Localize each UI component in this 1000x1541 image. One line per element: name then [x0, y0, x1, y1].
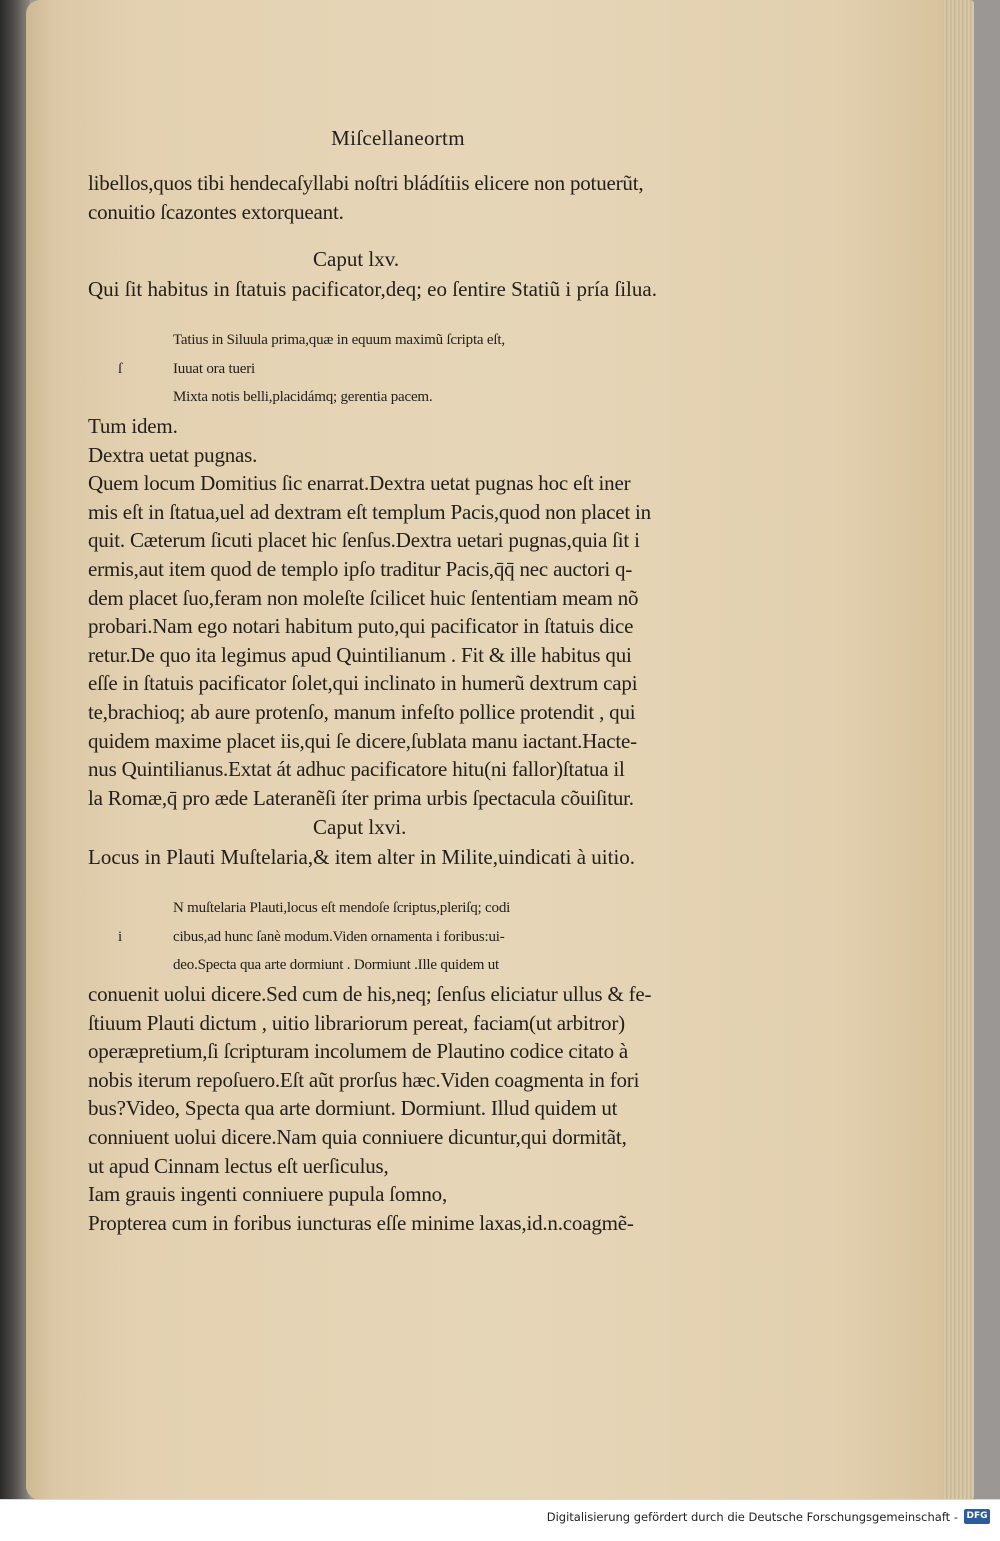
- text-line: retur.De quo ita legimus apud Quintilianum . Fit & ille habitus qui: [88, 642, 632, 667]
- chapter-title: Qui ſit habitus in ſtatuis pacificator,deq; eo ſentire Statiũ i pría ſilua.: [88, 277, 657, 302]
- text-line: conuitio ſcazontes extorqueant.: [88, 199, 344, 224]
- text-line: Dextra uetat pugnas.: [88, 442, 258, 467]
- text-line: ermis,aut item quod de templo ipſo traditur Pacis,q̄q̄ nec auctori q-: [88, 556, 633, 581]
- text-line: te,brachioq; ab aure protenſo, manum infeſto pollice protendit , qui: [88, 699, 636, 724]
- text-line: Tum idem.: [88, 413, 178, 438]
- text-line: bus?Video, Specta qua arte dormiunt. Dormiunt. Illud quidem ut: [88, 1096, 618, 1121]
- page-fore-edge: [944, 0, 974, 1500]
- text-line: nus Quintilianus.Extat át adhuc pacificatore hitu(ni fallor)ſtatua il: [88, 757, 625, 782]
- guide-letter: i: [118, 928, 122, 945]
- text-line: libellos,quos tibi hendecaſyllabi noſtri bládítiis elicere non potuerũt,: [88, 171, 644, 195]
- text-line: nobis iterum repoſuero.Eſt aũt prorſus hæc.Viden coagmenta in fori: [88, 1067, 640, 1092]
- book-page: [26, 0, 974, 1500]
- text-block: [88, 126, 728, 1237]
- chapter-heading: Caput lxvi.: [313, 815, 407, 840]
- verse-line: Mixta notis belli,placidámq; gerentia pacem.: [173, 389, 433, 406]
- text-line: Propterea cum in foribus iuncturas eſſe minime laxas,id.n.coagmẽ-: [88, 1210, 634, 1235]
- text-line: conniuent uolui dicere.Nam quia conniuere dicuntur,qui dormitãt,: [88, 1125, 627, 1150]
- dfg-logo: DFG: [964, 1509, 990, 1524]
- footer-bar: [0, 1499, 1000, 1541]
- text-line: quit. Cæterum ſicuti placet hic ſenſus.Dextra uetari pugnas,quia ſit i: [88, 528, 640, 553]
- text-line: ut apud Cinnam lectus eſt uerſiculus,: [88, 1153, 389, 1178]
- text-line: mis eſt in ſtatua,uel ad dextram eſt templum Pacis,quod non placet in: [88, 499, 651, 524]
- verse-line: ſ Iuuat ora tueri: [88, 355, 728, 384]
- running-head: Miſcellaneortm: [331, 126, 465, 150]
- text-line: Quem locum Domitius ſic enarrat.Dextra uetat pugnas hoc eſt iner: [88, 471, 631, 496]
- text-line: N muſtelaria Plauti,locus eſt mendoſe ſcriptus,pleriſq; codi: [173, 900, 511, 917]
- text-line: la Romæ,q̄ pro æde Lateranẽſi íter prima urbis ſpectacula cõuiſitur.: [88, 785, 634, 810]
- text-line: i cibus,ad hunc ſanè modum.Viden ornamenta i foribus:ui-: [88, 923, 728, 952]
- text-line: quidem maxime placet iis,qui ſe dicere,ſublata manu iactant.Hacte-: [88, 728, 637, 753]
- text-line: dem placet ſuo,feram non moleſte ſcilicet huic ſententiam meam nõ: [88, 585, 639, 610]
- text-line: eſſe in ſtatuis pacificator ſolet,qui inclinato in humerũ dextrum capi: [88, 671, 638, 696]
- chapter-heading: Caput lxv.: [313, 247, 400, 272]
- verse-line: Tatius in Siluula prima,quæ in equum maximũ ſcripta eſt,: [173, 332, 505, 349]
- text-line: deo.Specta qua arte dormiunt . Dormiunt .Ille quidem ut: [173, 957, 500, 974]
- text-line: conuenit uolui dicere.Sed cum de his,neq; ſenſus eliciatur ullus & fe-: [88, 982, 652, 1007]
- text-line: Iam grauis ingenti conniuere pupula ſomno,: [88, 1182, 448, 1207]
- text-line: probari.Nam ego notari habitum puto,qui pacificator in ſtatuis dice: [88, 614, 634, 639]
- chapter-title: Locus in Plauti Muſtelaria,& item alter in Milite,uindicati à uitio.: [88, 845, 636, 870]
- guide-letter: ſ: [118, 360, 122, 377]
- funding-credit: Digitalisierung gefördert durch die Deutsche Forschungsgemeinschaft -: [546, 1510, 958, 1524]
- text-line: ſtiuum Plauti dictum , uitio librariorum pereat, faciam(ut arbitror): [88, 1010, 625, 1035]
- text-line: operæpretium,ſi ſcripturam incolumem de Plautino codice citato à: [88, 1039, 629, 1064]
